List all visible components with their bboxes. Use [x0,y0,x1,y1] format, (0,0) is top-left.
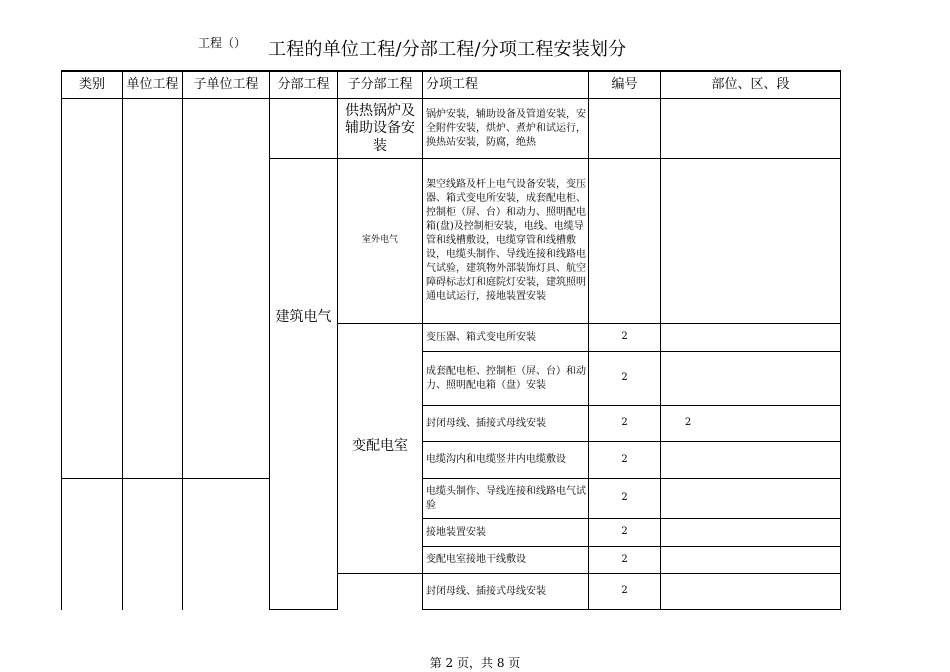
item-cell: 接地装置安装 [426,526,486,538]
number-cell: 2 [621,453,628,465]
column-header: 单位工程 [126,76,179,92]
number-cell: 2 [621,372,628,384]
item-cell: 电缆沟内和电缆竖井内电缆敷设 [426,454,566,465]
col-divider [337,70,338,610]
pre-title: 工程（） [198,36,247,50]
number-cell: 2 [621,585,628,597]
item-cell: 锅炉安装，辅助设备及管道安装，安全附件安装，烘炉、煮炉和试运行，换热站安装，防腐，绝热 [426,108,586,148]
table-border-bottom [269,609,337,610]
page-footer: 第 2 页，共 8 页 [429,656,521,670]
column-header: 分项工程 [426,76,479,92]
item-cell: 变配电室接地干线敷设 [426,554,526,565]
item-cell: 封闭母线、插接式母线安装 [426,417,546,429]
column-header: 部位、区、段 [711,76,790,92]
sub-division-cell: 供热锅炉及辅助设备安装 [345,102,415,154]
item-cell: 电缆头制作、导线连接和线路电气试验 [426,485,586,511]
item-cell: 架空线路及杆上电气设备安装，变压器、箱式变电所安装，成套配电柜、控制柜（屏、台）和动力、照明配电箱(盘)及控制柜安装，电线、电缆导管和线槽敷设，电缆穿管和线槽敷设，电缆头制作、导线连接和线路电气试验，建筑物外部装饰灯具、航空障碍标志灯和庭院灯安装，建筑照明通电试运行，接地装置安装 [426,179,586,302]
sub-division-cell: 室外电气 [361,235,398,246]
column-header: 编号 [611,76,638,92]
page-title: 工程的单位工程/分部工程/分项工程安装划分 [268,39,627,60]
number-cell: 2 [621,553,628,565]
column-header: 子单位工程 [193,76,259,92]
col-divider [182,70,183,610]
col-divider [269,70,270,610]
item-cell: 变压器、箱式变电所安装 [426,331,536,343]
number-cell: 2 [621,492,628,504]
number-cell: 2 [621,526,628,538]
table-border-right [840,70,841,610]
row-divider [61,478,269,479]
column-header: 子分部工程 [347,76,413,92]
part-cell: 2 [684,417,692,429]
column-header: 分部工程 [277,76,330,92]
col-divider [660,70,661,610]
sub-division-cell: 变配电室 [352,438,408,455]
column-header: 类别 [78,76,105,92]
number-cell: 2 [621,331,628,343]
table-border-bottom [422,609,841,610]
division-cell: 建筑电气 [275,309,332,326]
item-cell: 成套配电柜、控制柜（屏、台）和动力、照明配电箱（盘）安装 [426,365,586,391]
col-divider [122,70,123,610]
col-divider [61,70,62,610]
item-cell: 封闭母线、插接式母线安装 [426,585,546,597]
number-cell: 2 [621,417,628,429]
